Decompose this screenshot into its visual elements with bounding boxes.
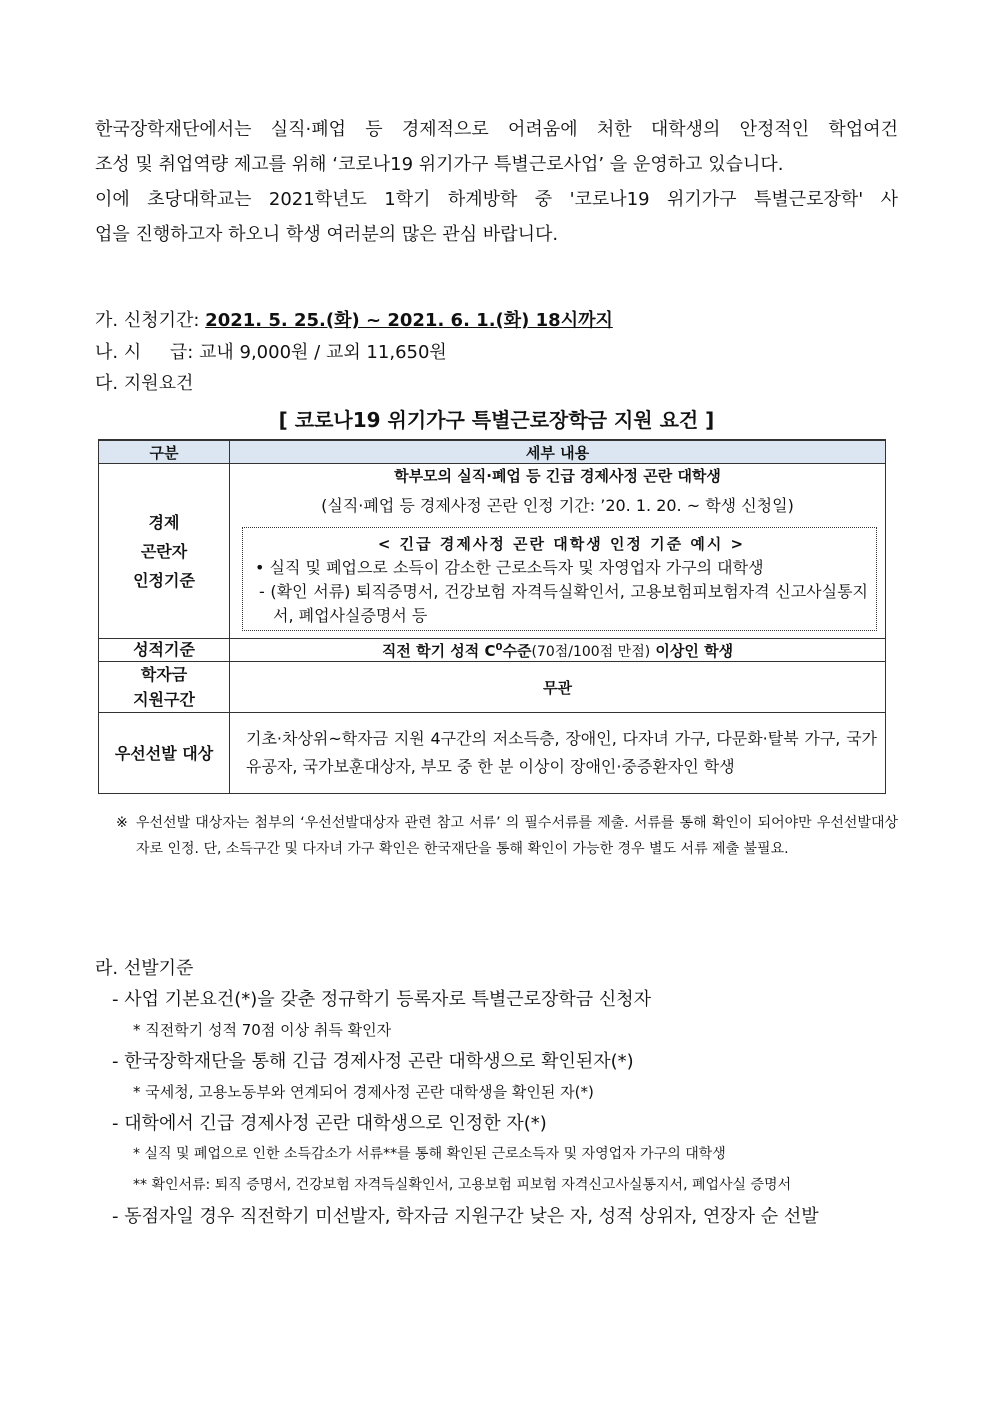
application-period-value: 2021. 5. 25.(화) ~ 2021. 6. 1.(화) 18시까지 (205, 310, 613, 331)
row-label-loan-bracket (99, 662, 230, 713)
selection-item: - 사업 기본요건(*)을 갖춘 정규학기 등록자로 특별근로장학금 신청자 (112, 989, 652, 1010)
note-text: 우선선발 대상자는 첨부의 ‘우선선발대상자 관련 참고 서류’ 의 필수서류를 제출. 서류를 통해 확인이 되어야만 우선선발대상자로 인정. 단, 소득구간 및 다자녀 가구 확인은 한국재단을 통해 확인이 가능한 경우 별도 서류 제출 불필요. (136, 815, 898, 857)
hourly-wage-label: 나. 시 급: (95, 342, 200, 363)
economic-main: 학부모의 실직·폐업 등 긴급 경제사정 곤란 대학생 (394, 467, 721, 485)
intro-paragraph (95, 112, 898, 252)
table-row (99, 713, 886, 794)
header-details: 세부 내용 (230, 440, 886, 464)
row-label-priority: 우선선발 대상 (99, 713, 230, 794)
intro-line-1: 한국장학재단에서는 실직·폐업 등 경제적으로 어려움에 처한 대학생의 안정적인 학업여건 (95, 119, 898, 140)
application-period-label: 가. 신청기간: (95, 310, 206, 331)
criteria-bullet: • 실직 및 폐업으로 소득이 감소한 근로소득자 및 자영업자 가구의 대학생 (255, 558, 764, 577)
header-category: 구분 (99, 440, 230, 464)
label-line: 곤란자 (140, 541, 188, 561)
label-line: 학자금 (140, 665, 188, 684)
selection-criteria (95, 953, 900, 1232)
row-label-grade: 성적기준 (99, 639, 230, 662)
label-line: 인정기준 (133, 570, 195, 590)
grade-suffix: 이상인 학생 (650, 641, 734, 660)
hourly-wage-value: 교내 9,000원 / 교외 11,650원 (199, 342, 447, 363)
table-row (99, 464, 886, 639)
table-title: [ 코로나19 위기가구 특별근로장학금 지원 요건 ] (278, 408, 715, 432)
note-mark: ※ (116, 815, 128, 831)
application-period (95, 306, 613, 336)
selection-subitem: * 직전학기 성적 70점 이상 취득 확인자 (133, 1021, 392, 1039)
selection-subitem: * 국세청, 고용노동부와 연계되어 경제사정 곤란 대학생을 확인된 자(*) (133, 1083, 594, 1101)
row-label-economic (99, 464, 230, 639)
requirements-table (98, 439, 886, 794)
selection-title: 라. 선발기준 (95, 958, 194, 979)
row-details-economic (230, 464, 886, 639)
table-row (99, 639, 886, 662)
label-line: 지원구간 (133, 690, 195, 709)
table-note (116, 810, 898, 862)
table-row (99, 662, 886, 713)
row-details-priority: 기초·차상위~학자금 지원 4구간의 저소득층, 장애인, 다자녀 가구, 다문화·탈북 가구, 국가 유공자, 국가보훈대상자, 부모 중 한 분 이상이 장애인·중증환자인 학생 (230, 713, 886, 794)
table-header-row (99, 440, 886, 464)
selection-item: - 대학에서 긴급 경제사정 곤란 대학생으로 인정한 자(*) (112, 1113, 547, 1134)
support-requirements-heading: 다. 지원요건 (95, 373, 194, 394)
grade-level: 수준 (502, 641, 532, 660)
selection-item: - 한국장학재단을 통해 긴급 경제사정 곤란 대학생으로 확인된자(*) (112, 1051, 634, 1072)
intro-line-3: 이에 초당대학교는 2021학년도 1학기 하계방학 중 '코로나19 위기가구 특별근로장학' 사 (95, 189, 898, 210)
grade-superscript: 0 (495, 641, 503, 653)
economic-period: (실직·폐업 등 경제사정 곤란 인정 기간: ’20. 1. 20. ~ 학생 신청일) (321, 496, 794, 515)
grade-text: 직전 학기 성적 C (381, 641, 496, 660)
criteria-documents: - (확인 서류) 퇴직증명서, 건강보험 자격득실확인서, 고용보험피보험자격 신고사실통지서, 폐업사실증명서 등 (259, 582, 868, 625)
intro-line-4: 업을 진행하고자 하오니 학생 여러분의 많은 관심 바랍니다. (95, 224, 559, 245)
row-details-loan-bracket: 무관 (230, 662, 886, 713)
grade-scale: (70점/100점 만점) (531, 643, 651, 660)
selection-subitem: * 실직 및 폐업으로 인한 소득감소가 서류**를 통해 확인된 근로소득자 및 자영업자 가구의 대학생 (133, 1146, 726, 1162)
selection-subitem: ** 확인서류: 퇴직 증명서, 건강보험 자격득실확인서, 고용보험 피보험 자격신고사실통지서, 폐업사실 증명서 (133, 1177, 792, 1193)
criteria-example-title: < 긴급 경제사정 곤란 대학생 인정 기준 예시 > (377, 535, 746, 553)
intro-line-2: 조성 및 취업역량 제고를 위해 ‘코로나19 위기가구 특별근로사업’ 을 운영하고 있습니다. (95, 154, 784, 175)
selection-item: - 동점자일 경우 직전학기 미선발자, 학자금 지원구간 낮은 자, 성적 상위자, 연장자 순 선발 (112, 1206, 819, 1227)
row-details-grade (230, 639, 886, 662)
label-line: 경제 (148, 512, 180, 532)
hourly-wage (95, 338, 447, 368)
criteria-example-box (242, 527, 877, 631)
